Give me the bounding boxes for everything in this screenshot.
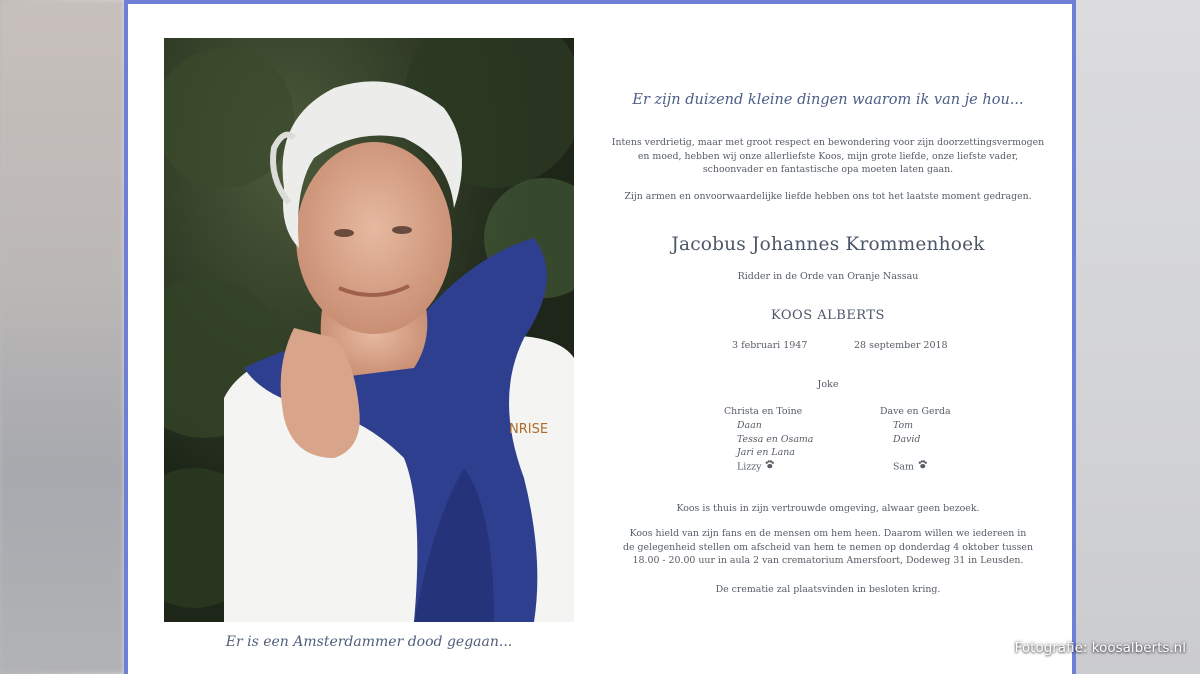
- stage-name: KOOS ALBERTS: [771, 308, 885, 323]
- background-right: [1076, 0, 1200, 674]
- full-name: Jacobus Johannes Krommenhoek: [671, 234, 985, 255]
- family-member: Tom: [893, 419, 914, 431]
- paw-icon: [765, 460, 774, 474]
- birth-date: 3 februari 1947: [732, 340, 808, 351]
- farewell-line: de gelegenheid stellen om afscheid van hem te nemen op donderdag 4 oktober tussen: [623, 541, 1033, 553]
- opening-quote: Er zijn duizend kleine dingen waarom ik van je hou...: [632, 92, 1024, 108]
- family-head: Christa en Toine: [724, 406, 803, 417]
- home-line: Koos is thuis in zijn vertrouwde omgeving, alwaar geen bezoek.: [676, 503, 980, 514]
- family-left: [724, 405, 813, 474]
- pet-name: Sam: [893, 461, 914, 473]
- background-left-blur: [0, 0, 124, 674]
- family-right: [880, 405, 951, 474]
- intro-line: schoonvader en fantastische opa moeten laten gaan.: [702, 164, 954, 176]
- photo-caption: Er is een Amsterdammer dood gegaan...: [225, 634, 513, 650]
- intro-paragraph: [606, 136, 1050, 177]
- portrait-photo: [164, 38, 574, 622]
- death-date: 28 september 2018: [854, 340, 948, 351]
- family-member: Jari en Lana: [737, 447, 795, 459]
- intro-line: Intens verdrietig, maar met groot respect en bewondering voor zijn doorzettingsvermogen: [611, 137, 1045, 148]
- cremation-line: De crematie zal plaatsvinden in besloten kring.: [715, 584, 941, 595]
- photo-credit: Fotografie: koosalberts.nl: [1014, 640, 1186, 656]
- honor-title: Ridder in de Orde van Oranje Nassau: [737, 271, 919, 282]
- family-head: Dave en Gerda: [880, 406, 951, 417]
- farewell-paragraph: [606, 527, 1050, 568]
- farewell-line: 18.00 - 20.00 uur in aula 2 van crematorium Amersfoort, Dodeweg 31 in Leusden.: [632, 555, 1024, 567]
- paw-icon: [918, 460, 927, 474]
- family-member: Tessa en Osama: [737, 433, 814, 445]
- family-pet: [880, 460, 951, 474]
- support-line: Zijn armen en onvoorwaardelijke liefde hebben ons tot het laatste moment gedragen.: [624, 191, 1032, 202]
- portrait-illustration: [164, 38, 574, 622]
- shirt-logo-text: NRISE: [509, 422, 549, 437]
- intro-line: en moed, hebben wij onze allerliefste Koos, mijn grote liefde, onze liefste vader,: [637, 150, 1019, 162]
- family-member: David: [893, 433, 921, 445]
- pet-name: Lizzy: [737, 461, 762, 473]
- family-member: Daan: [737, 419, 762, 431]
- farewell-line: Koos hield van zijn fans en de mensen om hem heen. Daarom willen we iedereen in: [629, 528, 1027, 539]
- memorial-card: [124, 0, 1076, 674]
- spouse-name: Joke: [817, 379, 839, 390]
- family-pet: [724, 460, 813, 474]
